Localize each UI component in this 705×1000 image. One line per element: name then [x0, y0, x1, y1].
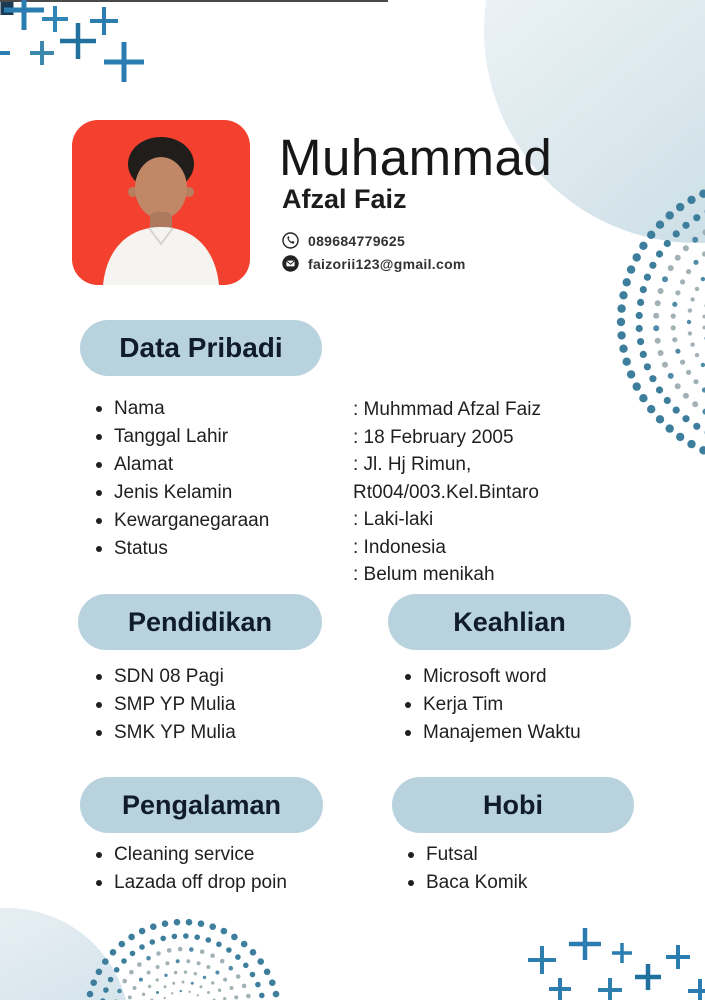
circle-decoration-top-right	[484, 0, 705, 243]
plus-icon	[549, 978, 571, 1000]
list-item: Nama	[95, 395, 269, 423]
keahlian-list	[404, 663, 581, 747]
list-item: Alamat	[95, 451, 269, 479]
value-line: : Belum menikah	[353, 564, 495, 585]
list-item: Status	[95, 535, 269, 563]
value-line: Rt004/003.Kel.Bintaro	[353, 481, 539, 503]
section-title-pengalaman: Pengalaman	[80, 777, 323, 833]
plus-icon	[104, 42, 144, 82]
first-name: Muhammad	[279, 129, 553, 186]
plus-icon	[688, 979, 705, 1000]
plus-icon	[598, 978, 622, 1000]
plus-cluster-top-left	[0, 0, 144, 82]
list-item: Cleaning service	[95, 841, 287, 869]
value-line: : Muhmmad Afzal Faiz	[353, 399, 541, 420]
profile-photo-illustration	[72, 120, 250, 285]
plus-icon	[635, 964, 661, 990]
pendidikan-list	[95, 663, 236, 747]
value-line: : Indonesia	[353, 536, 446, 558]
plus-icon	[612, 943, 632, 963]
plus-cluster-bottom-right	[528, 928, 705, 1000]
list-item: Kewarganegaraan	[95, 507, 269, 535]
email-icon	[282, 255, 299, 272]
plus-icon	[666, 945, 690, 969]
contact-block	[282, 229, 466, 275]
top-edge-line	[0, 0, 388, 2]
plus-icon	[90, 7, 118, 35]
list-item: Jenis Kelamin	[95, 479, 269, 507]
section-title-data-pribadi: Data Pribadi	[80, 320, 322, 376]
list-item: Tanggal Lahir	[95, 423, 269, 451]
list-item: Microsoft word	[404, 663, 581, 691]
plus-icon	[569, 928, 601, 960]
section-title-pendidikan: Pendidikan	[78, 594, 322, 650]
data-pribadi-labels	[95, 395, 269, 563]
value-line: : 18 February 2005	[353, 426, 514, 448]
square-icon	[1, 2, 14, 15]
list-item: SMK YP Mulia	[95, 719, 236, 747]
plus-icon	[4, 0, 44, 30]
hobi-list	[407, 841, 527, 897]
list-item: SDN 08 Pagi	[95, 663, 236, 691]
plus-icon	[30, 41, 54, 65]
value-line: : Laki-laki	[353, 509, 434, 530]
last-name: Afzal Faiz	[282, 184, 407, 214]
value-line: : Jl. Hj Rimun,	[353, 454, 472, 475]
profile-photo	[72, 120, 250, 285]
list-item: Manajemen Waktu	[404, 719, 581, 747]
section-title-hobi: Hobi	[392, 777, 634, 833]
phone-row	[282, 229, 466, 252]
list-item: Kerja Tim	[404, 691, 581, 719]
list-item: SMP YP Mulia	[95, 691, 236, 719]
section-title-keahlian: Keahlian	[388, 594, 631, 650]
circle-decoration-bottom-left	[0, 908, 130, 1000]
pengalaman-list	[95, 841, 287, 897]
plus-icon	[528, 946, 556, 974]
email-address: faizorii123@gmail.com	[308, 255, 466, 272]
email-row	[282, 252, 466, 275]
list-item: Baca Komik	[407, 869, 527, 897]
face	[135, 157, 187, 219]
data-pribadi-values	[353, 396, 541, 589]
list-item: Futsal	[407, 841, 527, 869]
plus-icon	[42, 6, 68, 32]
phone-number: 089684779625	[308, 232, 406, 249]
phone-icon	[282, 232, 299, 249]
plus-icon	[60, 23, 96, 59]
list-item: Lazada off drop poin	[95, 869, 287, 897]
